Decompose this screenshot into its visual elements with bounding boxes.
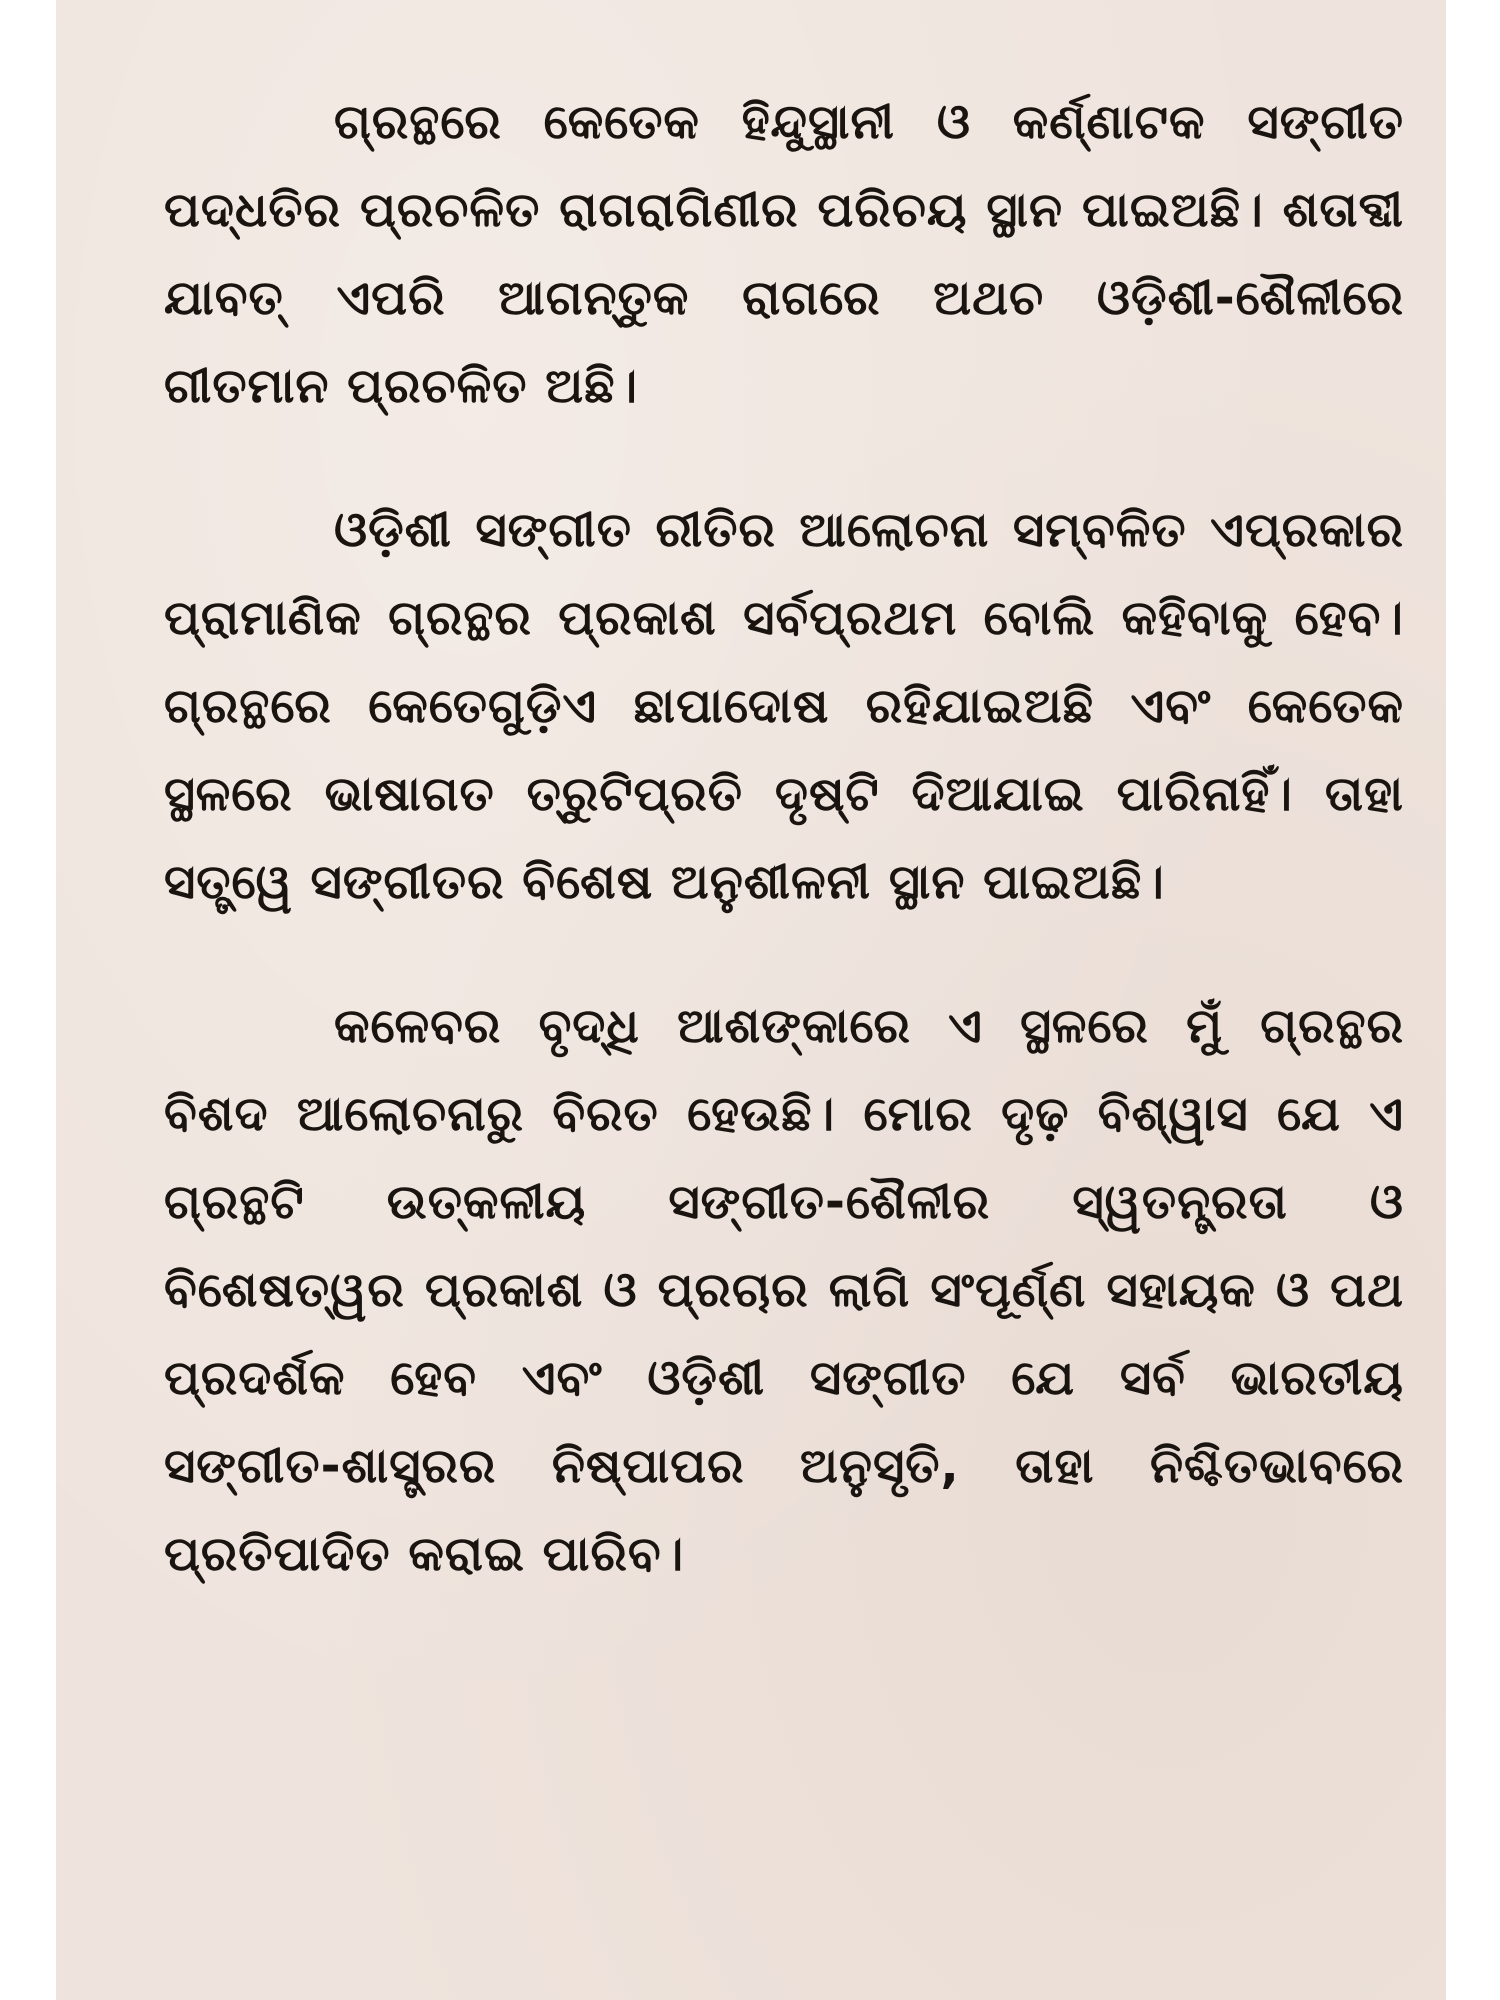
paragraph-3: କଳେବର ବୃଦ୍ଧି ଆଶଙ୍କାରେ ଏ ସ୍ଥଳରେ ମୁଁ ଗ୍ରନ୍ଥର ବିଶଦ ଆଲୋଚନାରୁ ବିରତ ହେଉଛି। ମୋର ଦୃଢ଼ ବିଶ୍ୱାସ ଯେ ଏ ଗ୍ରନ୍ଥଟି ଉତ୍କଳୀୟ ସଙ୍ଗୀତ-ଶୈଳୀର ସ୍ୱତନ୍ତ୍ରତା ଓ ବିଶେଷତ୍ୱର ପ୍ରକାଶ ଓ ପ୍ରଚାର ଲାଗି ସଂପୂର୍ଣ୍ଣ ସହାୟକ ଓ ପଥ ପ୍ରଦର୍ଶକ ହେବ ଏବଂ ଓଡ଼ିଶୀ ସଙ୍ଗୀତ ଯେ ସର୍ବ ଭାରତୀୟ ସଙ୍ଗୀତ-ଶାସ୍ତ୍ରର ନିଷ୍ପାପର ଅନୁସୃତି, ତାହା ନିଶ୍ଚିତଭାବରେ ପ୍ରତିପାଦିତ କରାଇ ପାରିବ। <box>164 998 1404 1582</box>
body-text <box>164 78 1404 1654</box>
book-page <box>56 0 1446 2000</box>
paragraph-2: ଓଡ଼ିଶୀ ସଙ୍ଗୀତ ରୀତିର ଆଲୋଚନା ସମ୍ବଳିତ ଏପ୍ରକାର ପ୍ରାମାଣିକ ଗ୍ରନ୍ଥର ପ୍ରକାଶ ସର୍ବପ୍ରଥମ ବୋଲି କହିବାକୁ ହେବ। ଗ୍ରନ୍ଥରେ କେତେଗୁଡ଼ିଏ ଛାପାଦୋଷ ରହିଯାଇଅଛି ଏବଂ କେତେକ ସ୍ଥଳରେ ଭାଷାଗତ ତ୍ରୁଟିପ୍ରତି ଦୃଷ୍ଟି ଦିଆଯାଇ ପାରିନାହିଁ। ତାହା ସତ୍ତ୍ୱେ ସଙ୍ଗୀତର ବିଶେଷ ଅନୁଶୀଳନୀ ସ୍ଥାନ ପାଇଅଛି। <box>164 502 1404 910</box>
scan-margin-right <box>1446 0 1500 2000</box>
scan-margin-left <box>0 0 56 2000</box>
paragraph-1: ଗ୍ରନ୍ଥରେ କେତେକ ହିନ୍ଦୁସ୍ଥାନୀ ଓ କର୍ଣ୍ଣାଟକ ସଙ୍ଗୀତ ପଦ୍ଧତିର ପ୍ରଚଳିତ ରାଗରାଗିଣୀର ପରିଚୟ ସ୍ଥାନ ପାଇଅଛି। ଶତାବ୍ଦୀ ଯାବତ୍ ଏପରି ଆଗନ୍ତୁକ ରାଗରେ ଅଥଚ ଓଡ଼ିଶୀ-ଶୈଳୀରେ ଗୀତମାନ ପ୍ରଚଳିତ ଅଛି। <box>164 94 1404 414</box>
